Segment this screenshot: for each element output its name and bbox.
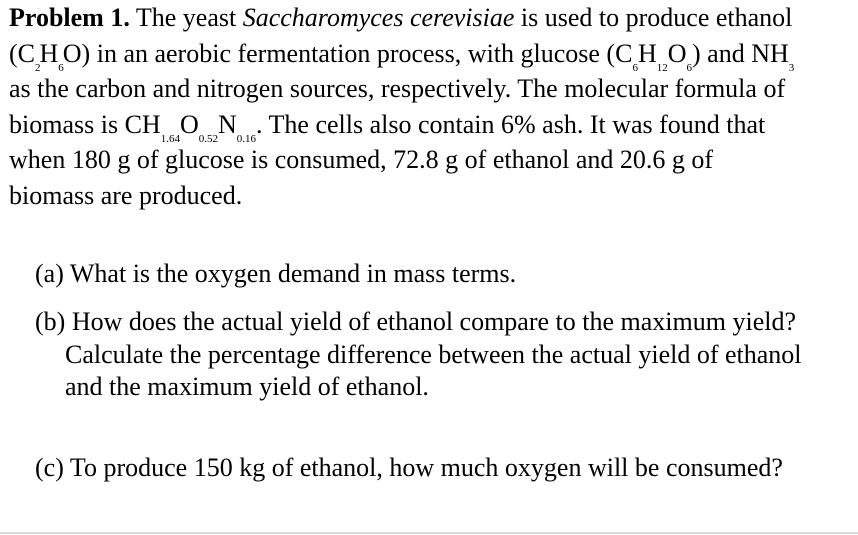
ammonia-subscript: 3 bbox=[788, 61, 795, 74]
biomass-oxygen-letter: O bbox=[179, 109, 199, 139]
question-part-a bbox=[35, 258, 815, 291]
intro-text-1: The yeast bbox=[129, 3, 243, 32]
biomass-nitrogen-subscript: 0.16 bbox=[236, 132, 256, 145]
glucose-hydrogen-subscript: 12 bbox=[656, 61, 668, 74]
intro-text-4: ) and NH bbox=[692, 38, 789, 68]
ethanol-hydrogen-letter: H bbox=[39, 38, 59, 68]
part-a-label: (a) bbox=[35, 259, 64, 288]
part-a-text: What is the oxygen demand in mass terms. bbox=[69, 259, 517, 288]
part-c-label: (c) bbox=[35, 453, 64, 482]
part-b-label: (b) bbox=[35, 307, 66, 336]
glucose-oxygen-subscript: 6 bbox=[686, 61, 692, 74]
part-c-text: To produce 150 kg of ethanol, how much oxygen will be consumed? bbox=[69, 453, 783, 482]
intro-text-6: . The cells also contain 6% ash. It was found that when 180 g of glucose is consumed, 72.8 g of ethanol and 20.6 g of biomass are produced. bbox=[9, 109, 766, 210]
ethanol-carbon-subscript: 2 bbox=[35, 61, 41, 74]
glucose-hydrogen-letter: H bbox=[637, 38, 657, 68]
ethanol-hydrogen-subscript: 6 bbox=[58, 61, 64, 74]
problem-statement bbox=[9, 0, 799, 213]
question-part-b bbox=[35, 306, 815, 404]
intro-text-2: is used to produce ethanol (C bbox=[9, 3, 793, 68]
glucose-carbon-subscript: 6 bbox=[632, 61, 638, 74]
part-b-text: How does the actual yield of ethanol compare to the maximum yield? Calculate the percentage difference between the actual yield of ethanol and the maximum yield of ethanol. bbox=[65, 307, 802, 401]
bottom-divider bbox=[0, 532, 858, 534]
biomass-nitrogen-letter: N bbox=[217, 109, 237, 139]
problem-title: Problem 1. bbox=[9, 3, 130, 32]
intro-text-3: O) in an aerobic fermentation process, with glucose (C bbox=[62, 38, 633, 68]
intro-text-5: as the carbon and nitrogen sources, respectively. The molecular formula of biomass is CH bbox=[9, 74, 786, 139]
biomass-hydrogen-subscript: 1.64 bbox=[160, 132, 180, 145]
glucose-oxygen-letter: O bbox=[667, 38, 687, 68]
question-part-c bbox=[35, 452, 815, 485]
biomass-oxygen-subscript: 0.52 bbox=[198, 132, 218, 145]
organism-name: Saccharomyces cerevisiae bbox=[242, 3, 515, 32]
